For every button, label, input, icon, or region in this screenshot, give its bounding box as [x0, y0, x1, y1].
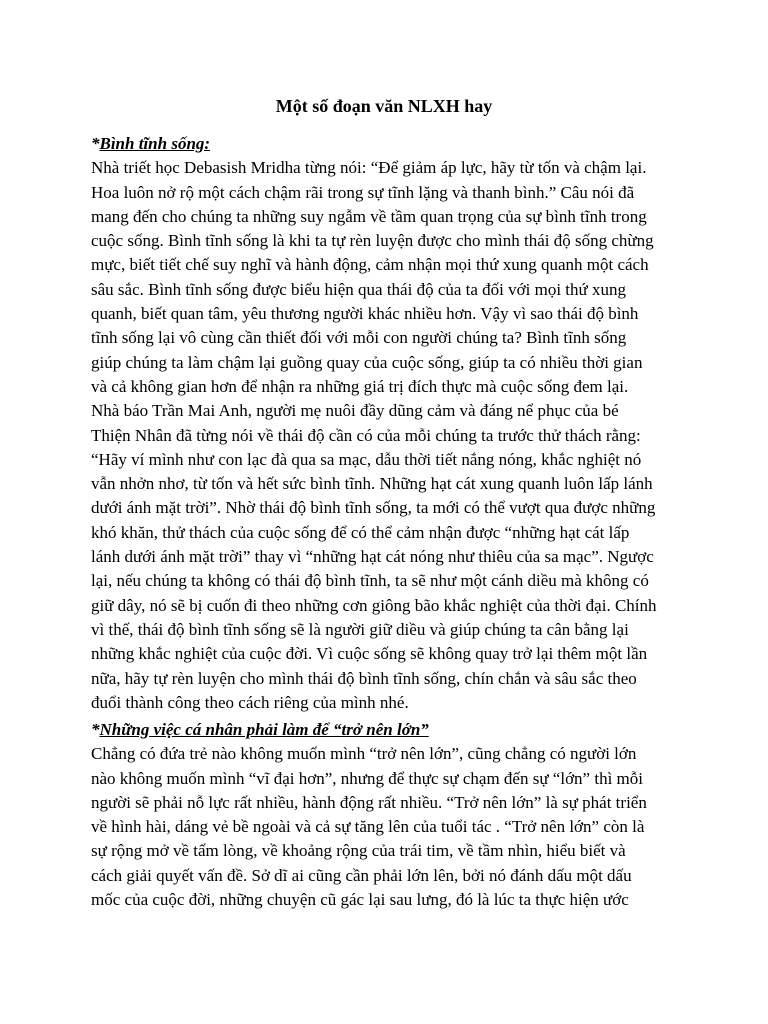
section-paragraph [91, 156, 681, 715]
paragraph-line: Hoa luôn nở rộ một cách chậm rãi trong sự tĩnh lặng và thanh bình.” Câu nói đã [91, 182, 635, 202]
heading-text: Những việc cá nhân phải làm để “trở nên lớn” [99, 720, 429, 739]
paragraph-line: khó khăn, thử thách của cuộc sống để có thể cảm nhận được “những hạt cát lấp [91, 522, 630, 542]
section-heading [91, 132, 681, 156]
section-tro-nen-lon [91, 718, 681, 912]
paragraph-line: sự rộng mở về tấm lòng, về khoảng rộng của trái tim, về tầm nhìn, hiểu biết và [91, 841, 626, 861]
paragraph-line: cuộc sống. Bình tĩnh sống là khi ta tự rèn luyện được cho mình thái độ sống chừng [91, 231, 654, 251]
paragraph-line: giữ dây, nó sẽ bị cuốn đi theo những cơn giông bão khắc nghiệt của thời đại. Chính [91, 595, 657, 615]
paragraph-line: tĩnh sống lại vô cùng cần thiết đối với mỗi con người chúng ta? Bình tĩnh sống [91, 328, 627, 348]
paragraph-line: Chẳng có đứa trẻ nào không muốn mình “trở nên lớn”, cũng chẳng có người lớn [91, 744, 637, 764]
heading-text: Bình tĩnh sống: [99, 134, 211, 153]
paragraph-line: về hình hài, dáng vẻ bề ngoài và cả sự tăng lên của tuổi tác . “Trở nên lớn” còn là [91, 817, 645, 837]
paragraph-line: lại, nếu chúng ta không có thái độ bình tĩnh, ta sẽ như một cánh diều mà không có [91, 571, 649, 591]
paragraph-line: nào không muốn mình “vĩ đại hơn”, nhưng để thực sự chạm đến sự “lớn” thì mỗi [91, 768, 643, 788]
paragraph-line: Thiện Nhân đã từng nói về thái độ cần có của mỗi chúng ta trước thử thách rằng: [91, 425, 641, 445]
paragraph-line: mốc của cuộc đời, những chuyện cũ gác lại sau lưng, đó là lúc ta thực hiện ước [91, 890, 629, 910]
paragraph-line: mực, biết tiết chế suy nghĩ và hành động, cảm nhận mọi thứ xung quanh một cách [91, 255, 649, 275]
paragraph-line: những khắc nghiệt của cuộc đời. Vì cuộc sống sẽ không quay trở lại thêm một lần [91, 644, 648, 664]
heading-prefix: * [91, 720, 100, 739]
paragraph-line: cách giải quyết vấn đề. Sở dĩ ai cũng cần phải lớn lên, bởi nó đánh dấu một dấu [91, 865, 632, 885]
paragraph-line: “Hãy ví mình như con lạc đà qua sa mạc, dẫu thời tiết nắng nóng, khắc nghiệt nó [91, 449, 642, 469]
heading-prefix: * [91, 134, 100, 153]
section-heading [91, 718, 681, 742]
paragraph-line: Nhà triết học Debasish Mridha từng nói: “Để giảm áp lực, hãy từ tốn và chậm lại. [91, 158, 647, 178]
paragraph-line: sâu sắc. Bình tĩnh sống được biểu hiện qua thái độ của ta đối với mọi thứ xung [91, 279, 626, 299]
paragraph-line: dưới ánh mặt trời”. Nhờ thái độ bình tĩnh sống, ta mới có thể vượt qua được những [91, 498, 656, 518]
paragraph-line: lánh dưới ánh mặt trời” thay vì “những hạt cát nóng như thiêu của sa mạc”. Ngược [91, 547, 654, 567]
paragraph-line: Nhà báo Trần Mai Anh, người mẹ nuôi đầy dũng cảm và đáng nể phục của bé [91, 401, 619, 421]
section-binh-tinh-song [91, 132, 681, 715]
paragraph-line: giúp chúng ta làm chậm lại guồng quay của cuộc sống, giúp ta có nhiều thời gian [91, 352, 643, 372]
paragraph-line: đuổi thành công theo cách riêng của mình nhé. [91, 692, 409, 712]
section-paragraph [91, 742, 681, 912]
paragraph-line: người sẽ phải nỗ lực rất nhiều, hành động rất nhiều. “Trở nên lớn” là sự phát triển [91, 792, 647, 812]
paragraph-line: vẫn nhởn nhơ, từ tốn và hết sức bình tĩnh. Những hạt cát xung quanh luôn lấp lánh [91, 474, 653, 494]
paragraph-line: vì thế, thái độ bình tĩnh sống sẽ là người giữ diều và giúp chúng ta cân bằng lại [91, 619, 629, 639]
paragraph-line: mang đến cho chúng ta những suy ngẫm về tầm quan trọng của sự bình tĩnh trong [91, 206, 647, 226]
paragraph-line: quanh, biết quan tâm, yêu thương người khác nhiều hơn. Vậy vì sao thái độ bình [91, 304, 639, 324]
document-title: Một số đoạn văn NLXH hay [275, 96, 493, 116]
paragraph-line: và cả không gian hơn để nhận ra những giá trị đích thực mà cuộc sống đem lại. [91, 376, 629, 396]
paragraph-line: nữa, hãy tự rèn luyện cho mình thái độ bình tĩnh sống, chín chắn và sâu sắc theo [91, 668, 637, 688]
